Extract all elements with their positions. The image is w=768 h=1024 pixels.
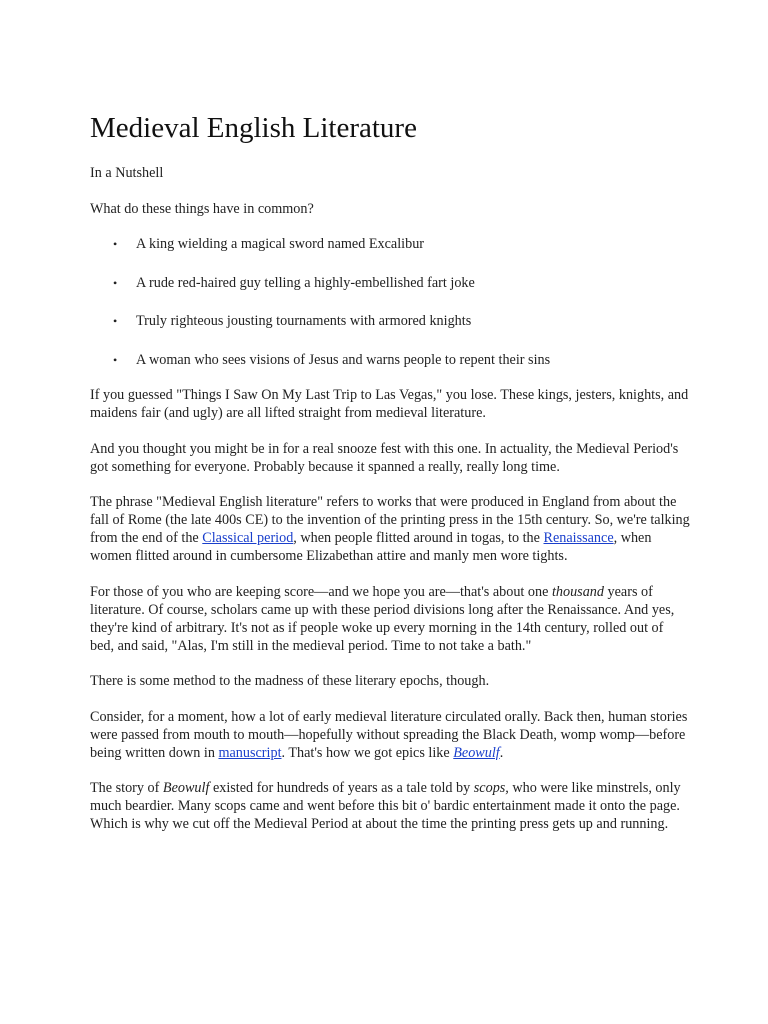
manuscript-link[interactable]: manuscript [218,744,282,761]
paragraph-text: For those of you who are keeping score—and we hope you are—that's about one [90,583,552,600]
list-item-text: A woman who sees visions of Jesus and warns people to repent their sins [136,351,551,368]
paragraph-definition [90,493,690,565]
paragraph-text: Consider, for a moment, how a lot of early medieval literature circulated orally. Back then, human stories were passed from mouth to mouth—hopefully without spreading the Black Death, womp womp—before being written down in [90,708,688,761]
paragraph-scops [90,779,690,833]
list-item [90,351,690,369]
emphasis-beowulf: Beowulf [162,780,210,796]
emphasis-thousand: thousand [551,583,604,600]
beowulf-link-text: Beowulf [453,744,500,761]
bullet-icon: • [113,314,118,328]
subtitle: In a Nutshell [90,165,164,181]
classical-period-link[interactable]: Classical period [202,530,294,546]
paragraph-text: . [499,744,504,761]
bullet-icon: • [113,237,118,251]
paragraph-snooze-fest: And you thought you might be in for a real snooze fest with this one. In actuality, the Medieval Period's got something for everyone. Probably because it spanned a really, really long time. [90,440,679,475]
paragraph-text: , when people flitted around in togas, to the [293,530,544,546]
emphasis-scops: scops, [473,780,509,796]
paragraph-thousand-years [90,583,690,655]
bullet-icon: • [113,352,118,367]
beowulf-link[interactable] [453,745,500,761]
list-item-text: Truly righteous jousting tournaments with armored knights [136,313,472,329]
list-item-text: A rude red-haired guy telling a highly-embellished fart joke [136,274,475,291]
paragraph-oral-tradition [90,708,690,762]
list-item [90,312,690,330]
paragraph-method: There is some method to the madness of these literary epochs, though. [90,673,490,689]
paragraph-text: The story of [90,780,163,796]
paragraph-text: who were like minstrels, only much beardier. Many scops came and went before this bit o' bardic entertainment made it onto the page. Which is why we cut off the Medieval Period at about the time the printing press gets up and running. [90,780,681,832]
list-item [90,274,690,292]
list-item [90,235,690,253]
article-body [90,164,690,851]
list-item-text: A king wielding a magical sword named Excalibur [136,236,425,252]
paragraph-text: . That's how we got epics like [281,744,454,761]
paragraph-las-vegas: If you guessed "Things I Saw On My Last Trip to Las Vegas," you lose. These kings, jesters, knights, and maidens fair (and ugly) are all lifted straight from medieval literature. [90,387,689,421]
renaissance-link[interactable]: Renaissance [543,530,614,546]
paragraph-text: , when women flitted around in cumbersome Elizabethan attire and manly men wore tights. [90,530,652,564]
paragraph-text: years of literature. Of course, scholars came up with these period divisions long after the Renaissance. And yes, they're kind of arbitrary. It's not as if people woke up every morning in the 14th century, rolled out of bed, and said, "Alas, I'm still in the medieval period. Time to not take a bath." [90,583,675,654]
bullet-icon: • [113,275,118,290]
intro-question: What do these things have in common? [90,200,314,217]
bullet-list [90,235,690,369]
paragraph-text: The phrase "Medieval English literature" refers to works that were produced in England from about the fall of Rome (the late 400s CE) to the invention of the printing press in the 15th century. So, we're talking from the end of the [90,494,690,546]
page-title: Medieval English Literature [90,112,417,144]
paragraph-text: existed for hundreds of years as a tale told by [209,780,474,796]
